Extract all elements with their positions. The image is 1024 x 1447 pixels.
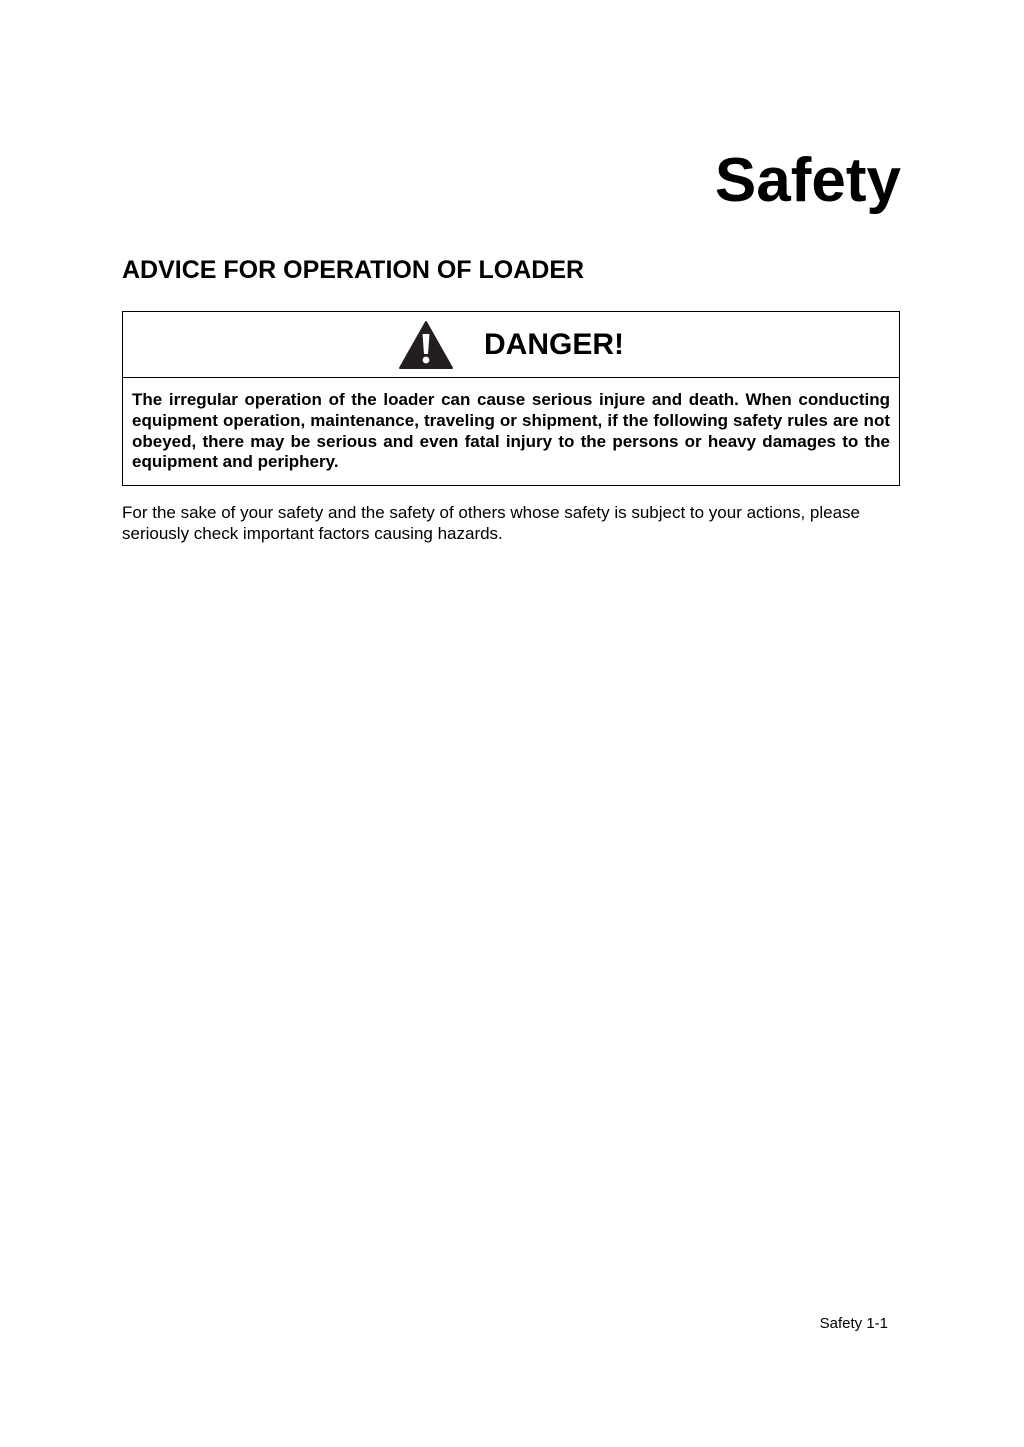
section-heading: ADVICE FOR OPERATION OF LOADER bbox=[122, 256, 585, 284]
danger-header bbox=[123, 312, 899, 378]
danger-text: The irregular operation of the loader can cause serious injure and death. When conducting equipment operation, maintenance, traveling or shipment, if the following safety rules are not obeyed, there may be serious and even fatal injury to the persons or heavy damages to the equipment and periphery. bbox=[132, 390, 890, 472]
body-paragraph: For the sake of your safety and the safety of others whose safety is subject to your actions, please seriously check important factors causing hazards. bbox=[122, 503, 861, 543]
danger-label: DANGER! bbox=[484, 327, 624, 361]
chapter-title: Safety bbox=[714, 146, 901, 215]
page-footer: Safety 1-1 bbox=[819, 1315, 888, 1332]
danger-box bbox=[122, 311, 900, 486]
warning-triangle-icon bbox=[398, 320, 454, 370]
